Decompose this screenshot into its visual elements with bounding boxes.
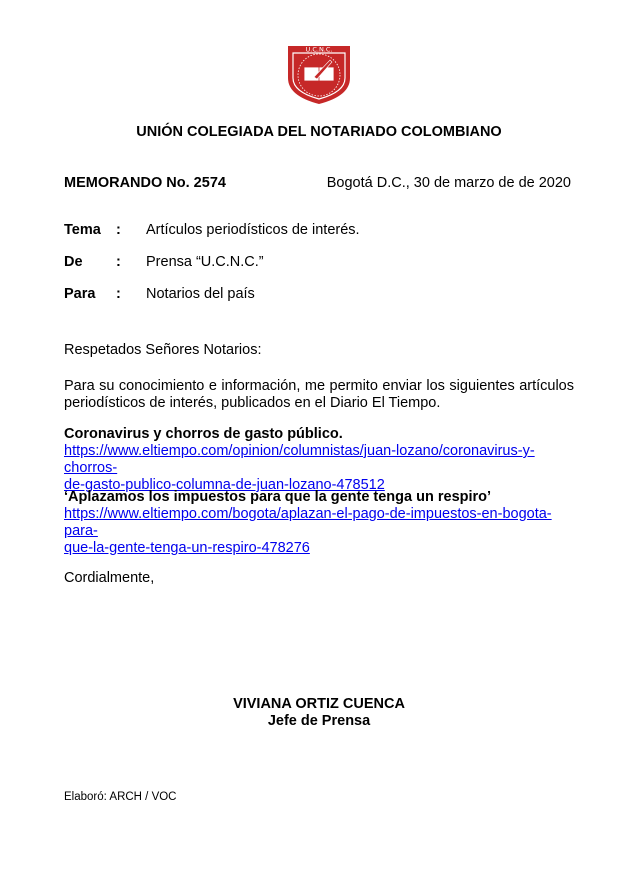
- signature-role: Jefe de Prensa: [267, 713, 371, 729]
- article-link[interactable]: https://www.eltiempo.com/opinion/columnistas/juan-lozano/coronavirus-y-chorros- de-gasto-publico-columna-de-juan-lozano-478512: [64, 443, 535, 493]
- field-value-de: Prensa “U.C.N.C.”: [146, 254, 264, 270]
- memo-number: MEMORANDO No. 2574: [64, 175, 226, 191]
- intro-paragraph: Para su conocimiento e información, me permito enviar los siguientes artículos periodísticos de interés, publicados en el Diario El Tiempo.: [64, 378, 574, 411]
- article-1: [64, 426, 584, 494]
- greeting: Respetados Señores Notarios:: [64, 342, 262, 358]
- article-2: [64, 489, 584, 557]
- closing: Cordialmente,: [64, 570, 155, 586]
- article-title: Coronavirus y chorros de gasto público.: [64, 426, 343, 442]
- field-label-de: De: [64, 254, 83, 270]
- organization-title: UNIÓN COLEGIADA DEL NOTARIADO COLOMBIANO: [136, 124, 502, 140]
- article-title: ‘Aplazamos los impuestos para que la gente tenga un respiro’: [64, 489, 492, 505]
- memo-date: Bogotá D.C., 30 de marzo de de 2020: [326, 175, 571, 191]
- field-label-tema: Tema: [64, 222, 101, 238]
- field-value-para: Notarios del país: [146, 286, 255, 302]
- prepared-by: Elaboró: ARCH / VOC: [64, 791, 177, 803]
- article-link[interactable]: https://www.eltiempo.com/bogota/aplazan-el-pago-de-impuestos-en-bogota-para- que-la-gente-tenga-un-respiro-478276: [64, 506, 552, 556]
- ucnc-seal-logo: [284, 40, 354, 106]
- field-value-tema: Artículos periodísticos de interés.: [146, 222, 360, 238]
- seal-text: U.C.N.C.: [305, 45, 333, 54]
- field-sep: :: [116, 254, 121, 270]
- field-label-para: Para: [64, 286, 96, 302]
- signature-name: VIVIANA ORTIZ CUENCA: [233, 696, 405, 712]
- field-sep: :: [116, 222, 121, 238]
- field-sep: :: [116, 286, 121, 302]
